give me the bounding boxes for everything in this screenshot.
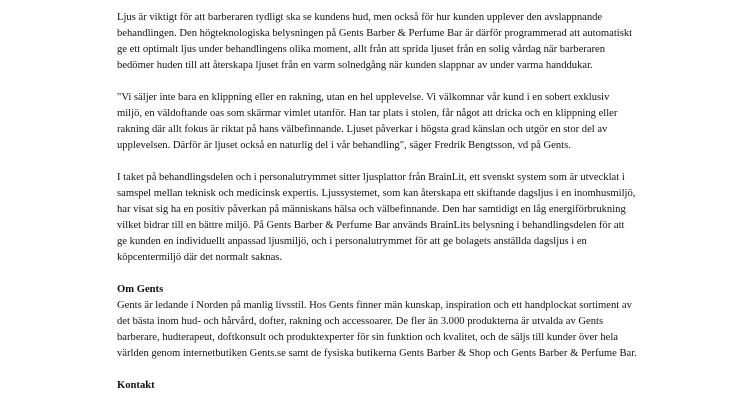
contact-heading: Kontakt: [117, 380, 155, 391]
paragraph-brainlit: I taket på behandlingsdelen och i personalutrymmet sitter ljusplattor från BrainLit, ett svenskt system som är utvecklat i samspel mellan teknisk och medicinsk expertis. Ljussystemet, som kan återskapa ett skiftande dagsljus i en inomhusmiljö, har visat sig ha en positiv påverkan på människans hälsa och välbefinnande. Den har samtidigt en låg energiförbrukning vilket bidrar till en bättre miljö. På Gents Barber & Perfume Bar används BrainLits belysning i behandlingsdelen för att ge kunden en individuellt anpassad ljusmiljö, och i personalutrymmet för att ge bolagets anställda dagsljus i en köpcentermiljö där det normalt saknas.: [117, 172, 636, 263]
paragraph-ceo-quote: "Vi säljer inte bara en klippning eller en rakning, utan en hel upplevelse. Vi välkomnar vår kund i en sobert exklusiv miljö, en väldoftande oas som skärmar vimlet utanför. Han tar plats i stolen, får något att dricka och en klippning eller rakning där allt fokus är riktat på hans välbefinnande. Ljuset påverkar i högsta grad känslan och utgör en stor del av upplevelsen. Därför är ljuset också en naturlig del i vår behandling", säger Fredrik Bengtsson, vd på Gents.: [117, 92, 618, 151]
paragraph-lighting-intro: Ljus är viktigt för att barberaren tydligt ska se kundens hud, men också för hur kunden upplever den avslappnande behandlingen. Den högteknologiska belysningen på Gents Barber & Perfume Bar är därför programmerad att automatiskt ge ett optimalt ljus under behandlingens olika moment, allt från att sprida ljuset från en solig vårdag när barberaren bedömer huden till att återskapa ljuset från en varm solnedgång när kunden slappnar av under varma handdukar.: [117, 12, 633, 71]
about-section: [117, 282, 637, 362]
about-body: Gents är ledande i Norden på manlig livsstil. Hos Gents finner män kunskap, inspiration och ett handplockat sortiment av det bästa inom hud- och hårvård, dofter, rakning och accessoarer. De fler än 3.000 produkterna är utvalda av Gents barberare, hudterapeut, doftkonsult och produktexperter för sin funktion och kvalitet, och de säljs till kunder över hela världen genom internetbutiken Gents.se samt de fysiska butikerna Gents Barber & Shop och Gents Barber & Perfume Bar.: [117, 300, 637, 359]
about-heading: Om Gents: [117, 284, 164, 295]
press-release-document: [117, 10, 637, 410]
contact-section: [117, 378, 637, 394]
